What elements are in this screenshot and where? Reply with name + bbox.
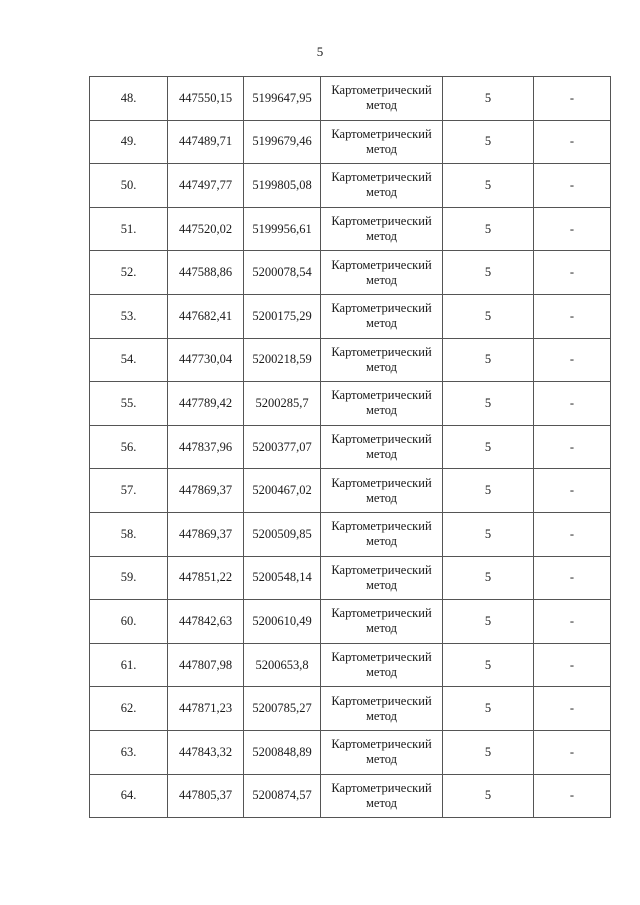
point-number-cell: 64.: [90, 774, 168, 818]
y-coordinate-cell: 5199647,95: [244, 77, 321, 121]
point-number-cell: 48.: [90, 77, 168, 121]
note-cell: -: [534, 251, 611, 295]
accuracy-cell: 5: [443, 687, 534, 731]
note-cell: -: [534, 120, 611, 164]
coordinates-table: [89, 76, 611, 818]
point-number-cell: 53.: [90, 294, 168, 338]
accuracy-cell: 5: [443, 251, 534, 295]
point-number-cell: 57.: [90, 469, 168, 513]
y-coordinate-cell: 5200175,29: [244, 294, 321, 338]
x-coordinate-cell: 447805,37: [168, 774, 244, 818]
note-cell: -: [534, 730, 611, 774]
method-cell: Картометрический метод: [321, 687, 443, 731]
y-coordinate-cell: 5200785,27: [244, 687, 321, 731]
table-row: [90, 556, 611, 600]
y-coordinate-cell: 5200285,7: [244, 382, 321, 426]
accuracy-cell: 5: [443, 207, 534, 251]
accuracy-cell: 5: [443, 643, 534, 687]
method-cell: Картометрический метод: [321, 77, 443, 121]
accuracy-cell: 5: [443, 164, 534, 208]
table-row: [90, 425, 611, 469]
x-coordinate-cell: 447497,77: [168, 164, 244, 208]
note-cell: -: [534, 687, 611, 731]
y-coordinate-cell: 5200874,57: [244, 774, 321, 818]
point-number-cell: 63.: [90, 730, 168, 774]
note-cell: -: [534, 164, 611, 208]
x-coordinate-cell: 447851,22: [168, 556, 244, 600]
accuracy-cell: 5: [443, 556, 534, 600]
accuracy-cell: 5: [443, 77, 534, 121]
point-number-cell: 52.: [90, 251, 168, 295]
point-number-cell: 62.: [90, 687, 168, 731]
table-row: [90, 338, 611, 382]
y-coordinate-cell: 5200467,02: [244, 469, 321, 513]
y-coordinate-cell: 5200377,07: [244, 425, 321, 469]
page-number: 5: [316, 44, 324, 59]
method-cell: Картометрический метод: [321, 294, 443, 338]
x-coordinate-cell: 447520,02: [168, 207, 244, 251]
table-row: [90, 164, 611, 208]
note-cell: -: [534, 338, 611, 382]
method-cell: Картометрический метод: [321, 338, 443, 382]
table-row: [90, 600, 611, 644]
point-number-cell: 60.: [90, 600, 168, 644]
method-cell: Картометрический метод: [321, 382, 443, 426]
y-coordinate-cell: 5199805,08: [244, 164, 321, 208]
y-coordinate-cell: 5200218,59: [244, 338, 321, 382]
accuracy-cell: 5: [443, 774, 534, 818]
table-row: [90, 77, 611, 121]
y-coordinate-cell: 5200509,85: [244, 512, 321, 556]
table-row: [90, 294, 611, 338]
method-cell: Картометрический метод: [321, 164, 443, 208]
x-coordinate-cell: 447789,42: [168, 382, 244, 426]
method-cell: Картометрический метод: [321, 512, 443, 556]
note-cell: -: [534, 643, 611, 687]
x-coordinate-cell: 447489,71: [168, 120, 244, 164]
method-cell: Картометрический метод: [321, 425, 443, 469]
x-coordinate-cell: 447869,37: [168, 512, 244, 556]
table-row: [90, 512, 611, 556]
method-cell: Картометрический метод: [321, 207, 443, 251]
table-row: [90, 207, 611, 251]
note-cell: -: [534, 774, 611, 818]
method-cell: Картометрический метод: [321, 600, 443, 644]
x-coordinate-cell: 447869,37: [168, 469, 244, 513]
y-coordinate-cell: 5199679,46: [244, 120, 321, 164]
accuracy-cell: 5: [443, 512, 534, 556]
point-number-cell: 49.: [90, 120, 168, 164]
accuracy-cell: 5: [443, 338, 534, 382]
point-number-cell: 59.: [90, 556, 168, 600]
accuracy-cell: 5: [443, 120, 534, 164]
accuracy-cell: 5: [443, 730, 534, 774]
x-coordinate-cell: 447843,32: [168, 730, 244, 774]
method-cell: Картометрический метод: [321, 643, 443, 687]
x-coordinate-cell: 447837,96: [168, 425, 244, 469]
note-cell: -: [534, 469, 611, 513]
method-cell: Картометрический метод: [321, 774, 443, 818]
x-coordinate-cell: 447842,63: [168, 600, 244, 644]
x-coordinate-cell: 447588,86: [168, 251, 244, 295]
note-cell: -: [534, 600, 611, 644]
table-row: [90, 774, 611, 818]
point-number-cell: 51.: [90, 207, 168, 251]
y-coordinate-cell: 5200610,49: [244, 600, 321, 644]
table-body: [90, 77, 611, 818]
method-cell: Картометрический метод: [321, 120, 443, 164]
note-cell: -: [534, 207, 611, 251]
point-number-cell: 56.: [90, 425, 168, 469]
note-cell: -: [534, 512, 611, 556]
note-cell: -: [534, 556, 611, 600]
x-coordinate-cell: 447682,41: [168, 294, 244, 338]
point-number-cell: 50.: [90, 164, 168, 208]
accuracy-cell: 5: [443, 469, 534, 513]
point-number-cell: 55.: [90, 382, 168, 426]
table-row: [90, 643, 611, 687]
y-coordinate-cell: 5199956,61: [244, 207, 321, 251]
y-coordinate-cell: 5200078,54: [244, 251, 321, 295]
method-cell: Картометрический метод: [321, 251, 443, 295]
accuracy-cell: 5: [443, 382, 534, 426]
x-coordinate-cell: 447550,15: [168, 77, 244, 121]
method-cell: Картометрический метод: [321, 469, 443, 513]
note-cell: -: [534, 425, 611, 469]
y-coordinate-cell: 5200548,14: [244, 556, 321, 600]
table-row: [90, 469, 611, 513]
point-number-cell: 54.: [90, 338, 168, 382]
table-row: [90, 687, 611, 731]
point-number-cell: 58.: [90, 512, 168, 556]
x-coordinate-cell: 447730,04: [168, 338, 244, 382]
x-coordinate-cell: 447871,23: [168, 687, 244, 731]
table-row: [90, 251, 611, 295]
note-cell: -: [534, 77, 611, 121]
note-cell: -: [534, 294, 611, 338]
table-row: [90, 120, 611, 164]
note-cell: -: [534, 382, 611, 426]
accuracy-cell: 5: [443, 294, 534, 338]
accuracy-cell: 5: [443, 425, 534, 469]
x-coordinate-cell: 447807,98: [168, 643, 244, 687]
method-cell: Картометрический метод: [321, 730, 443, 774]
y-coordinate-cell: 5200848,89: [244, 730, 321, 774]
point-number-cell: 61.: [90, 643, 168, 687]
y-coordinate-cell: 5200653,8: [244, 643, 321, 687]
table-row: [90, 730, 611, 774]
method-cell: Картометрический метод: [321, 556, 443, 600]
table-row: [90, 382, 611, 426]
accuracy-cell: 5: [443, 600, 534, 644]
